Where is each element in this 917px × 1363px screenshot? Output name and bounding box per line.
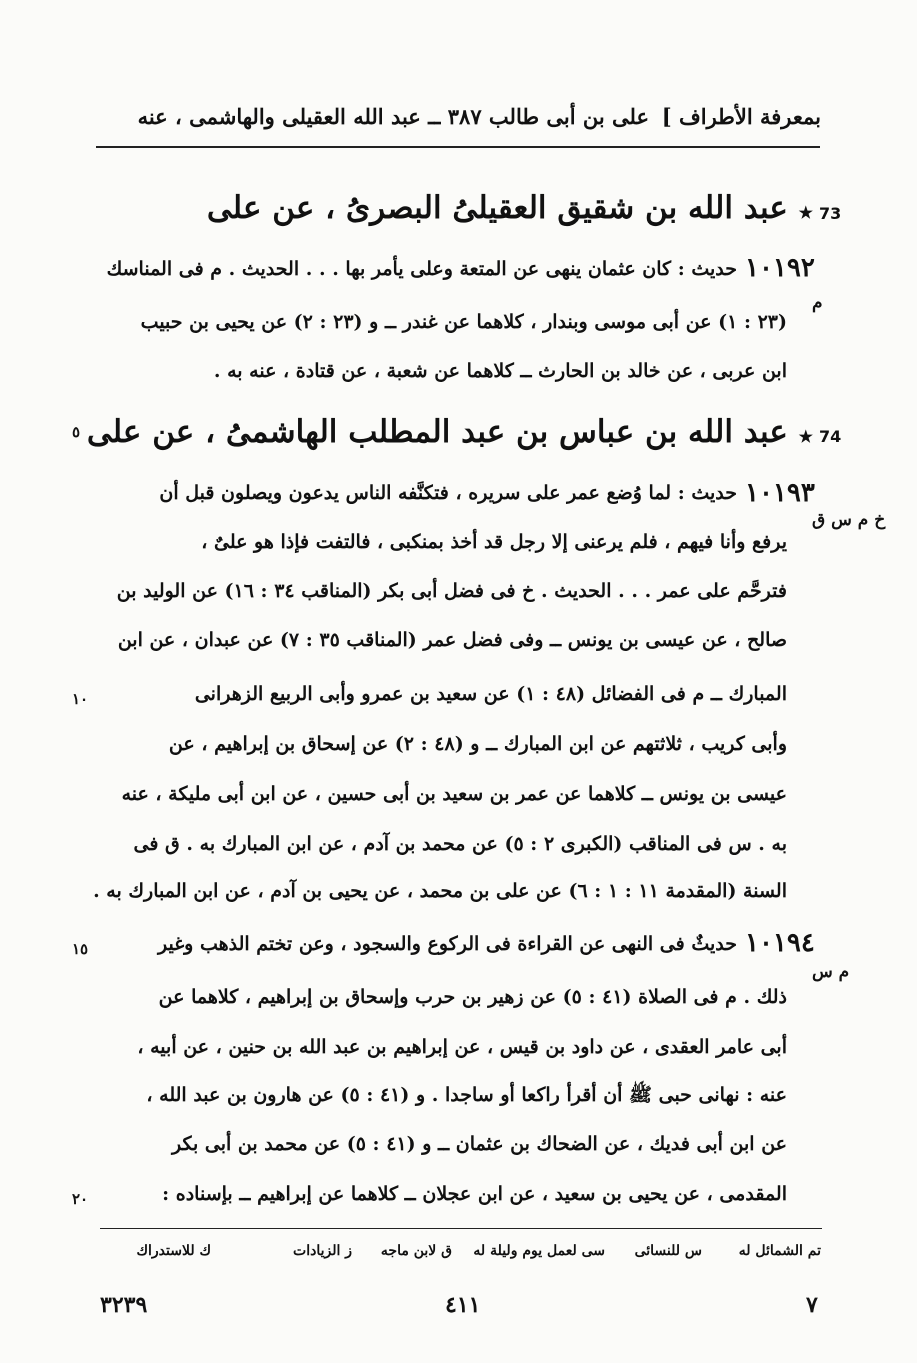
legend-item: ك للاستدراك [136, 1243, 211, 1259]
hadith-number: ١٠١٩٢ [745, 253, 815, 283]
section-title: عبد الله بن شقيق العقيلىُ البصرىُ ، عن على [206, 190, 788, 226]
text-line: حديث : كان عثمان ينهى عن المتعة وعلى يأمر بها . . . الحديث . م فى المناسك [106, 258, 737, 280]
text-line: حديثٌ فى النهى عن القراءة فى الركوع والسجود ، وعن تختم الذهب وغير [158, 933, 737, 955]
text-line: عيسى بن يونس ــ كلاهما عن عمر بن سعيد بن أبى حسين ، عن ابن أبى مليكة ، عنه [121, 783, 787, 805]
legend-rule [100, 1228, 822, 1229]
text-line: ابن عربى ، عن خالد بن الحارث ــ كلاهما عن شعبة ، عن قتادة ، عنه به . [213, 360, 787, 382]
text-line: ذلك . م فى الصلاة (٤١ : ٥) عن زهير بن حرب وإسحاق بن إبراهيم ، كلاهما عن [158, 986, 787, 1008]
sigla: م [812, 293, 823, 313]
header-rule [96, 146, 820, 148]
legend-item: ز الزيادات [293, 1243, 352, 1259]
text-line: فترحَّم على عمر . . . الحديث . خ فى فضل أبى بكر (المناقب ٣٤ : ١٦) عن الوليد بن [116, 580, 787, 602]
section-marker: 74 [819, 427, 842, 446]
sigla: م س [812, 962, 850, 982]
section-marker: 73 [819, 204, 842, 223]
legend-item: س للنسائى [634, 1243, 702, 1259]
footer-page-number: ٤١١ [445, 1292, 481, 1318]
star-icon: ★ [798, 427, 813, 446]
hadith-number: ١٠١٩٤ [745, 928, 815, 958]
text-line: أبى عامر العقدى ، عن داود بن قيس ، عن إبراهيم بن عبد الله بن حنين ، عن أبيه ، [137, 1036, 787, 1058]
text-line: المقدمى ، عن يحيى بن سعيد ، عن ابن عجلان ــ كلاهما عن إبراهيم ــ بإسناده : [162, 1183, 787, 1205]
legend-item: سى لعمل يوم وليلة له [473, 1243, 605, 1259]
text-line: صالح ، عن عيسى بن يونس ــ وفى فضل عمر (المناقب ٣٥ : ٧) عن عبدان ، عن ابن [117, 629, 787, 651]
text-line: يرفع وأنا فيهم ، فلم يرعنى إلا رجل قد أخذ بمنكبى ، فالتفت فإذا هو علىٌ ، [201, 531, 787, 553]
text-line: السنة (المقدمة ١١ : ١ : ٦) عن على بن محمد ، عن يحيى بن آدم ، عن ابن المبارك به . [93, 880, 787, 902]
text-line: حديث : لما وُضع عمر على سريره ، فتكنَّفه الناس يدعون ويصلون قبل أن [159, 482, 737, 504]
section-heading [87, 414, 813, 450]
text-line: (٢٣ : ١) عن أبى موسى وبندار ، كلاهما عن غندر ــ و (٢٣ : ٢) عن يحيى بن حبيب [140, 311, 787, 333]
text-line: المبارك ــ م فى الفضائل (٤٨ : ١) عن سعيد بن عمرو وأبى الربيع الزهرانى [194, 683, 787, 705]
text-line: عن ابن أبى فديك ، عن الضحاك بن عثمان ــ و (٤١ : ٥) عن محمد بن أبى بكر [172, 1133, 787, 1155]
text-line: عنه : نهانى حبى ﷺ أن أقرأ راكعا أو ساجدا . و (٤١ : ٥) عن هارون بن عبد الله ، [146, 1084, 787, 1106]
sigla: خ م س ق [812, 510, 886, 530]
line-number: ١٠ [72, 690, 89, 708]
header-book-title: بمعرفة الأطراف ] [661, 104, 821, 129]
star-icon: ★ [798, 203, 813, 222]
section-heading [207, 190, 813, 226]
text-line: به . س فى المناقب (الكبرى ٢ : ٥) عن محمد بن آدم ، عن ابن المبارك به . ق فى [133, 833, 787, 855]
line-number: ١٥ [72, 940, 89, 958]
footer-entry-number: ٣٢٣٩ [100, 1292, 148, 1318]
legend-item: تم الشمائل له [738, 1243, 821, 1259]
footer-volume-number: ٧ [806, 1292, 818, 1318]
line-number: ٥ [72, 423, 81, 441]
hadith-number: ١٠١٩٣ [745, 478, 815, 508]
header-section-title: على بن أبى طالب ٣٨٧ ــ عبد الله العقيلى والهاشمى ، عنه [137, 104, 649, 129]
section-title: عبد الله بن عباس بن عبد المطلب الهاشمىُ ، عن على [86, 414, 788, 450]
legend-item: ق لابن ماجه [380, 1243, 452, 1259]
text-line: وأبى كريب ، ثلاثتهم عن ابن المبارك ــ و (٤٨ : ٢) عن إسحاق بن إبراهيم ، عن [168, 733, 787, 755]
line-number: ٢٠ [72, 1190, 89, 1208]
